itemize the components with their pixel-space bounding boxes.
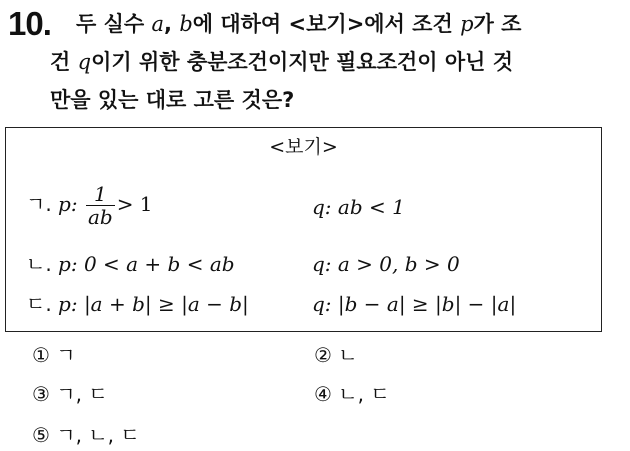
bogi-item-1-q: q: ab < 1 [312,195,405,219]
question-stem-line-2: 건 q이기 위한 충분조건이지만 필요조건이 아닌 것 [50,50,514,74]
bogi-item-3-q: q: |b − a| ≥ |b| − |a| [312,292,517,316]
question-number: 10. [8,5,51,42]
choice-3[interactable]: ③ ㄱ, ㄷ [32,382,108,406]
choice-2[interactable]: ② ㄴ [314,343,358,367]
question-stem-line-1: 두 실수 a, b에 대하여 <보기>에서 조건 p가 조 [76,12,522,36]
choice-1[interactable]: ① ㄱ [32,343,76,367]
bogi-item-1-p: ㄱ. p: $\frac{1}{ab}$ > 1 [26,182,153,229]
choice-5[interactable]: ⑤ ㄱ, ㄴ, ㄷ [32,423,140,447]
question-stem-line-3: 만을 있는 대로 고른 것은? [50,88,295,112]
fraction-1-over-ab: $\frac{1}{ab}$ [87,182,113,229]
bogi-item-2-q: q: a > 0, b > 0 [312,252,460,276]
bogi-item-3-p: ㄷ. p: |a + b| ≥ |a − b| [26,292,249,316]
bogi-item-2-p: ㄴ. p: 0 < a + b < ab [26,252,235,276]
bogi-title: <보기> [269,136,338,158]
choice-4[interactable]: ④ ㄴ, ㄷ [314,382,390,406]
